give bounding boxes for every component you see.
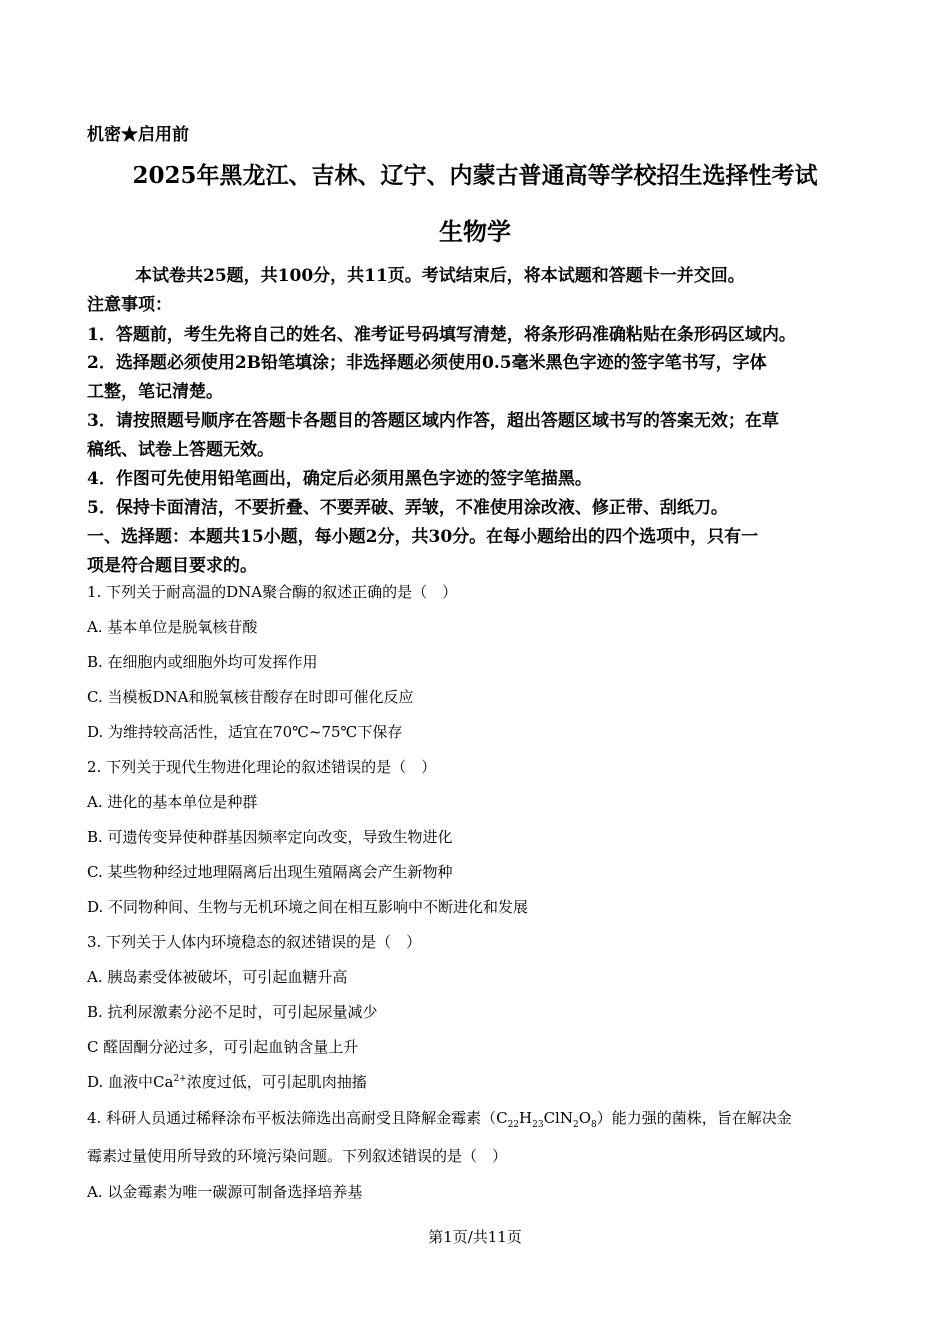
charge-superscript: 2+ [173, 1074, 187, 1084]
question-2-option-c: C. 某些物种经过地理隔离后出现生殖隔离会产生新物种 [87, 863, 453, 881]
question-1-option-d: D. 为维持较高活性，适宜在70℃~75℃下保存 [87, 723, 403, 741]
question-3-option-c: C 醛固酮分泌过多，可引起血钠含量上升 [87, 1038, 359, 1056]
intro-text: 本试卷共25题，共100分，共11页。考试结束后，将本试题和答题卡一并交回。 [135, 266, 745, 286]
notice-item: 稿纸、试卷上答题无效。 [87, 440, 274, 460]
subject-title: 生物学 [439, 217, 511, 246]
question-4-stem-cont: 霉素过量使用所导致的环境污染问题。下列叙述错误的是（ ） [87, 1147, 508, 1165]
notice-item: 工整，笔记清楚。 [87, 382, 223, 402]
option-d-text-cont: 浓度过低，可引起肌肉抽搐 [186, 1073, 367, 1091]
formula-subscript: 23 [532, 1120, 544, 1128]
question-1-option-c: C. 当模板DNA和脱氧核苷酸存在时即可催化反应 [87, 688, 414, 706]
formula-element: O [578, 1109, 592, 1127]
question-2-option-a: A. 进化的基本单位是种群 [87, 793, 258, 811]
question-3-stem: 3. 下列关于人体内环境稳态的叙述错误的是（ ） [87, 933, 422, 951]
stem-text-cont: ）能力强的菌株，旨在解决金 [596, 1109, 792, 1127]
notice-item: 5．保持卡面清洁，不要折叠、不要弄破、弄皱，不准使用涂改液、修正带、刮纸刀。 [87, 498, 728, 518]
formula-element: ClN [543, 1109, 573, 1127]
notice-heading: 注意事项： [87, 295, 172, 315]
question-1-option-a: A. 基本单位是脱氧核苷酸 [87, 618, 258, 636]
exam-title: 2025年黑龙江、吉林、辽宁、内蒙古普通高等学校招生选择性考试 [132, 162, 818, 189]
section-heading: 一、选择题：本题共15小题，每小题2分，共30分。在每小题给出的四个选项中，只有一 [87, 527, 759, 547]
page-footer: 第1页/共11页 [428, 1228, 522, 1246]
notice-item: 1．答题前，考生先将自己的姓名、准考证号码填写清楚，将条形码准确粘贴在条形码区域内。 [87, 325, 796, 345]
notice-item: 4．作图可先使用铅笔画出，确定后必须用黑色字迹的签字笔描黑。 [87, 469, 592, 489]
question-3-option-b: B. 抗利尿激素分泌不足时，可引起尿量减少 [87, 1003, 378, 1021]
question-4-stem [87, 1107, 877, 1128]
question-4-option-a: A. 以金霉素为唯一碳源可制备选择培养基 [87, 1183, 363, 1201]
question-1-stem: 1. 下列关于耐高温的DNA聚合酶的叙述正确的是（ ） [87, 583, 458, 601]
formula-subscript: 22 [507, 1120, 520, 1128]
question-2-option-b: B. 可遗传变异使种群基因频率定向改变，导致生物进化 [87, 828, 453, 846]
confidential-mark: 机密★启用前 [87, 125, 189, 145]
question-1-option-b: B. 在细胞内或细胞外均可发挥作用 [87, 653, 318, 671]
question-3-option-a: A. 胰岛素受体被破坏，可引起血糖升高 [87, 968, 348, 986]
notice-item: 3．请按照题号顺序在答题卡各题目的答题区域内作答，超出答题区域书写的答案无效；在草 [87, 411, 779, 431]
section-heading-cont: 项是符合题目要求的。 [87, 556, 257, 576]
question-2-stem: 2. 下列关于现代生物进化理论的叙述错误的是（ ） [87, 758, 437, 776]
formula-subscript: 8 [591, 1120, 597, 1128]
question-3-option-d [87, 1071, 877, 1092]
formula-subscript: 2 [572, 1120, 579, 1128]
question-2-option-d: D. 不同物种间、生物与无机环境之间在相互影响中不断进化和发展 [87, 898, 529, 916]
formula-element: H [519, 1109, 533, 1127]
option-d-text: D. 血液中Ca [87, 1073, 174, 1091]
stem-text: 4. 科研人员通过稀释涂布平板法筛选出高耐受且降解金霉素（C [87, 1109, 508, 1127]
notice-item: 2．选择题必须使用2B铅笔填涂；非选择题必须使用0.5毫米黑色字迹的签字笔书写，字体 [87, 353, 767, 373]
